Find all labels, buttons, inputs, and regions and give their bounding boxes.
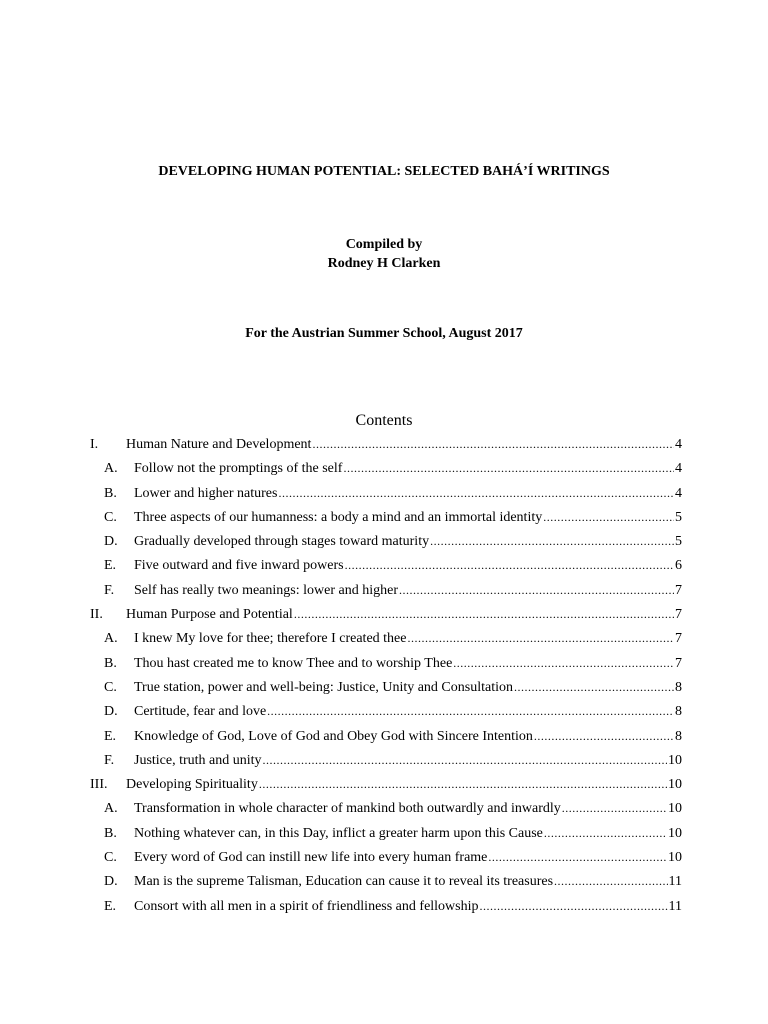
toc-entry-number: E. — [104, 728, 117, 744]
toc-page-number: 5 — [675, 534, 682, 550]
compiler-block — [0, 235, 768, 273]
toc-entry-title: Developing Spirituality — [126, 777, 258, 793]
toc-subsection-entry — [90, 869, 682, 893]
toc-entry-number: A. — [104, 801, 118, 817]
toc-page-number: 11 — [668, 874, 682, 890]
toc-page-number: 10 — [668, 825, 682, 841]
toc-entry-number: B. — [104, 655, 117, 671]
toc-entry-number: II. — [90, 607, 103, 623]
toc-subsection-entry — [90, 894, 682, 918]
compiled-by-label: Compiled by — [345, 237, 423, 252]
toc-subsection-entry — [90, 796, 682, 820]
toc-section-entry — [90, 772, 682, 796]
toc-page-number: 8 — [675, 728, 682, 744]
toc-subsection-entry — [90, 699, 682, 723]
toc-subsection-entry — [90, 675, 682, 699]
toc-entry-number: C. — [104, 679, 117, 695]
dot-leader — [399, 578, 674, 602]
toc-page-number: 11 — [668, 898, 682, 914]
dot-leader — [544, 821, 667, 845]
toc-entry-number: D. — [104, 874, 118, 890]
dot-leader — [267, 699, 674, 723]
toc-section-entry — [90, 432, 682, 456]
table-of-contents — [90, 432, 682, 918]
dot-leader — [562, 796, 667, 820]
dot-leader — [278, 481, 674, 505]
toc-page-number: 7 — [675, 582, 682, 598]
dot-leader — [263, 748, 667, 772]
toc-page-number: 10 — [668, 801, 682, 817]
toc-page-number: 7 — [675, 631, 682, 647]
dot-leader — [453, 651, 674, 675]
toc-entry-number: F. — [104, 582, 115, 598]
dot-leader — [312, 432, 674, 456]
toc-entry-title: Self has really two meanings: lower and higher — [134, 582, 398, 598]
toc-section-entry — [90, 602, 682, 626]
toc-page-number: 8 — [675, 704, 682, 720]
toc-entry-number: C. — [104, 850, 117, 866]
toc-subsection-entry — [90, 529, 682, 553]
toc-subsection-entry — [90, 626, 682, 650]
dot-leader — [343, 456, 674, 480]
dot-leader — [543, 505, 674, 529]
toc-entry-title: Five outward and five inward powers — [134, 558, 344, 574]
toc-entry-number: III. — [90, 777, 108, 793]
toc-entry-number: I. — [90, 437, 99, 452]
dot-leader — [488, 845, 667, 869]
toc-page-number: 6 — [675, 558, 682, 574]
toc-subsection-entry — [90, 748, 682, 772]
toc-subsection-entry — [90, 456, 682, 480]
toc-entry-title: Man is the supreme Talisman, Education can cause it to reveal its treasures — [134, 874, 554, 890]
toc-page-number: 4 — [675, 461, 682, 477]
toc-entry-number: D. — [104, 534, 118, 550]
toc-entry-number: C. — [104, 509, 117, 525]
dot-leader — [480, 894, 668, 918]
toc-page-number: 7 — [675, 655, 682, 671]
compiler-name: Rodney H Clarken — [327, 256, 441, 271]
toc-entry-title: Knowledge of God, Love of God and Obey God with Sincere Intention — [134, 728, 533, 744]
toc-entry-title: Follow not the promptings of the self — [134, 461, 343, 477]
occasion-line: For the Austrian Summer School, August 2017 — [245, 326, 523, 341]
toc-subsection-entry — [90, 505, 682, 529]
toc-entry-title: Gradually developed through stages toward maturity — [134, 534, 430, 550]
toc-page-number: 4 — [675, 437, 682, 452]
toc-page-number: 10 — [668, 752, 682, 768]
dot-leader — [294, 602, 674, 626]
toc-page-number: 10 — [668, 850, 682, 866]
dot-leader — [259, 772, 667, 796]
dot-leader — [430, 529, 674, 553]
toc-subsection-entry — [90, 845, 682, 869]
toc-entry-title: Thou hast created me to know Thee and to worship Thee — [134, 655, 453, 671]
toc-entry-title: Transformation in whole character of mankind both outwardly and inwardly — [134, 801, 561, 817]
contents-heading: Contents — [355, 412, 413, 429]
toc-entry-number: D. — [104, 704, 118, 720]
toc-subsection-entry — [90, 553, 682, 577]
toc-entry-title: I knew My love for thee; therefore I created thee — [134, 631, 407, 647]
dot-leader — [554, 869, 668, 893]
toc-entry-number: E. — [104, 898, 117, 914]
toc-entry-title: True station, power and well-being: Justice, Unity and Consultation — [134, 679, 513, 695]
dot-leader — [407, 626, 674, 650]
toc-entry-title: Nothing whatever can, in this Day, inflict a greater harm upon this Cause — [134, 825, 543, 841]
toc-subsection-entry — [90, 481, 682, 505]
toc-entry-number: A. — [104, 461, 118, 477]
toc-subsection-entry — [90, 651, 682, 675]
toc-entry-title: Human Nature and Development — [126, 437, 312, 452]
toc-entry-title: Three aspects of our humanness: a body a mind and an immortal identity — [134, 509, 543, 525]
toc-entry-title: Certitude, fear and love — [134, 704, 267, 720]
toc-page-number: 8 — [675, 679, 682, 695]
toc-entry-number: E. — [104, 558, 117, 574]
toc-page-number: 4 — [675, 485, 682, 501]
toc-entry-number: B. — [104, 485, 117, 501]
dot-leader — [534, 724, 674, 748]
toc-subsection-entry — [90, 578, 682, 602]
toc-entry-title: Every word of God can instill new life into every human frame — [134, 850, 488, 866]
document-title: DEVELOPING HUMAN POTENTIAL: SELECTED BAHÁ’Í WRITINGS — [158, 164, 610, 179]
toc-page-number: 5 — [675, 509, 682, 525]
toc-entry-title: Justice, truth and unity — [134, 752, 262, 768]
toc-page-number: 7 — [675, 607, 682, 623]
toc-entry-number: A. — [104, 631, 118, 647]
toc-entry-title: Human Purpose and Potential — [126, 607, 293, 623]
dot-leader — [514, 675, 674, 699]
toc-subsection-entry — [90, 724, 682, 748]
toc-entry-title: Lower and higher natures — [134, 485, 278, 501]
toc-entry-title: Consort with all men in a spirit of friendliness and fellowship — [134, 898, 479, 914]
toc-entry-number: F. — [104, 752, 115, 768]
toc-page-number: 10 — [668, 777, 682, 793]
dot-leader — [345, 553, 674, 577]
toc-subsection-entry — [90, 821, 682, 845]
toc-entry-number: B. — [104, 825, 117, 841]
